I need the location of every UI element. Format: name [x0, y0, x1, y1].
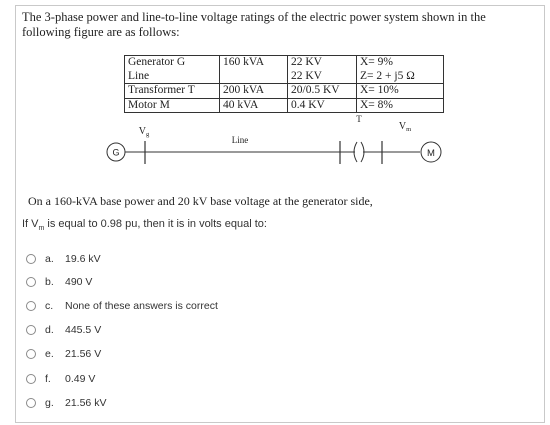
ratings-cell: Generator G: [125, 56, 220, 70]
option-text: 490 V: [65, 276, 93, 288]
option-letter: a.: [45, 253, 54, 265]
option-letter: c.: [45, 300, 54, 312]
ratings-cell: 40 kVA: [220, 98, 288, 113]
option-d[interactable]: [26, 322, 101, 338]
radio-button[interactable]: [26, 325, 36, 335]
option-text: None of these answers is correct: [65, 300, 218, 312]
option-letter: e.: [45, 348, 54, 360]
option-text: 0.49 V: [65, 373, 96, 385]
option-letter: f.: [45, 373, 51, 385]
option-g[interactable]: [26, 395, 106, 411]
ratings-cell: Z= 2 + j5 Ω: [357, 70, 444, 84]
ratings-cell: 20/0.5 KV: [288, 84, 357, 99]
radio-button[interactable]: [26, 301, 36, 311]
option-c[interactable]: [26, 298, 218, 314]
radio-button[interactable]: [26, 254, 36, 264]
radio-button[interactable]: [26, 374, 36, 384]
transformer-label: T: [356, 114, 362, 124]
option-letter: g.: [45, 397, 54, 409]
ratings-cell: Line: [125, 70, 220, 84]
prompt-sub: m: [38, 225, 45, 233]
ratings-cell: Motor M: [125, 98, 220, 113]
generator-label: G: [112, 147, 120, 158]
ratings-cell: X= 9%: [357, 56, 444, 70]
prompt-pre: If V: [22, 218, 39, 230]
option-text: 445.5 V: [65, 324, 102, 336]
vm-label: $V_m$: [398, 121, 412, 133]
prompt-post: is equal to 0.98 pu, then it is in volts equal to:: [44, 218, 267, 230]
ratings-cell: Transformer T: [125, 84, 220, 99]
question-text: On a 160-kVA base power and 20 kV base voltage at the generator side,: [28, 194, 373, 208]
question-prompt: [22, 218, 267, 232]
option-a[interactable]: [26, 251, 101, 267]
ratings-cell: 22 KV: [288, 70, 357, 84]
radio-button[interactable]: [26, 277, 36, 287]
option-b[interactable]: [26, 274, 92, 290]
ratings-cell: 0.4 KV: [288, 98, 357, 113]
question-intro: The 3-phase power and line-to-line voltage ratings of the electric power system shown in the following figure are as follows:: [22, 10, 486, 39]
option-e[interactable]: [26, 346, 101, 362]
ratings-cell: X= 8%: [357, 98, 444, 113]
option-text: 21.56 V: [65, 348, 102, 360]
one-line-diagram: [0, 0, 550, 200]
option-letter: d.: [45, 324, 54, 336]
ratings-cell: 200 kVA: [220, 84, 288, 99]
radio-button[interactable]: [26, 349, 36, 359]
radio-button[interactable]: [26, 398, 36, 408]
vg-label: $V_g$: [138, 126, 150, 138]
option-letter: b.: [45, 276, 54, 288]
option-text: 21.56 kV: [65, 397, 107, 409]
ratings-cell: 160 kVA: [220, 56, 288, 70]
ratings-cell: 22 KV: [288, 56, 357, 70]
motor-label: M: [427, 148, 435, 159]
ratings-cell: X= 10%: [357, 84, 444, 99]
line-label: Line: [231, 135, 249, 145]
option-text: 19.6 kV: [65, 253, 101, 265]
option-f[interactable]: [26, 371, 95, 387]
